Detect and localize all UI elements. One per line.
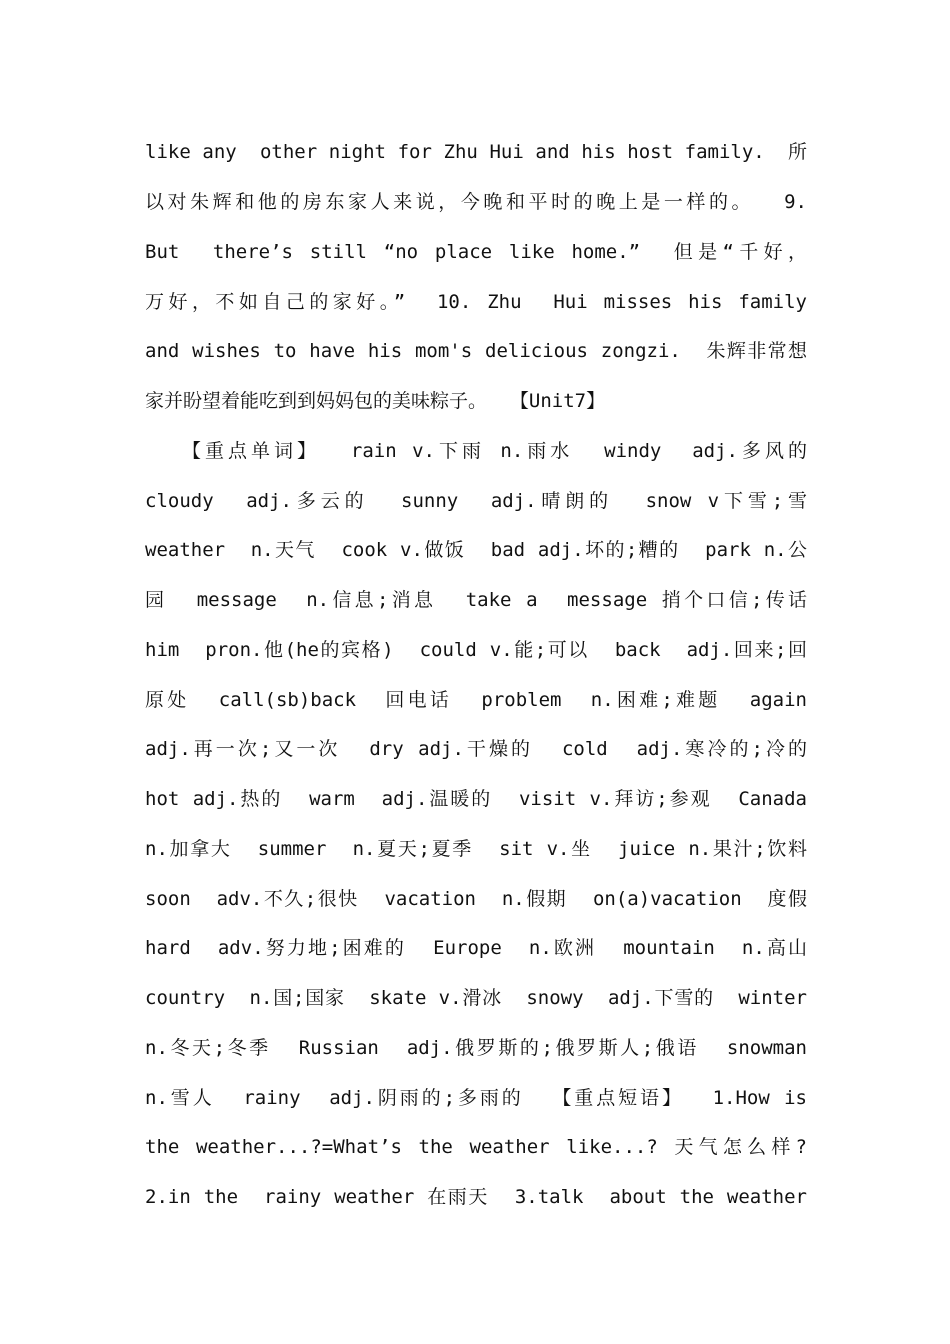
text-line-14: hot adj.热的 warm adj.温暖的 visit v.拜访;参观 Canada — [145, 788, 807, 810]
text-line-2: 以对朱辉和他的房东家人来说，今晚和平时的晚上是一样的。 9. — [145, 191, 807, 213]
text-line-20: n.雪人 rainy adj.阴雨的;多雨的 【重点短语】 1.How is — [145, 1087, 807, 1109]
text-line-7: 【重点单词】 rain v.下雨 n.雨水 windy adj.多风的 — [182, 440, 807, 462]
text-line-11: him pron.他(he的宾格) could v.能;可以 back adj.回来;回 — [145, 639, 807, 661]
text-line-16: soon adv.不久;很快 vacation n.假期 on(a)vacation 度假 — [145, 888, 807, 910]
text-line-5: and wishes to have his mom's delicious zongzi. 朱辉非常想 — [145, 340, 807, 362]
text-line-1: like any other night for Zhu Hui and his host family. 所 — [145, 141, 807, 163]
text-line-18: country n.国;国家 skate v.滑冰 snowy adj.下雪的 winter — [145, 987, 807, 1009]
text-line-12: 原处 call(sb)back 回电话 problem n.困难;难题 again — [145, 689, 807, 711]
text-line-8: cloudy adj.多云的 sunny adj.晴朗的 snow v下雪;雪 — [145, 490, 807, 512]
text-line-6: 家并盼望着能吃到到妈妈包的美味粽子。 【Unit7】 — [145, 390, 606, 412]
text-line-21: the weather...?=What’s the weather like...? 天气怎么样? — [145, 1136, 807, 1158]
text-line-3: But there’s still “no place like home.” 但是“千好， — [145, 241, 807, 263]
text-line-10: 园 message n.信息;消息 take a message 捎个口信;传话 — [145, 589, 807, 611]
text-line-15: n.加拿大 summer n.夏天;夏季 sit v.坐 juice n.果汁;饮料 — [145, 838, 807, 860]
text-line-22: 2.in the rainy weather 在雨天 3.talk about the weather — [145, 1186, 807, 1208]
text-line-4: 万好，不如自己的家好。” 10. Zhu Hui misses his family — [145, 291, 807, 313]
text-line-17: hard adv.努力地;困难的 Europe n.欧洲 mountain n.高山 — [145, 937, 807, 959]
text-line-9: weather n.天气 cook v.做饭 bad adj.坏的;糟的 park n.公 — [145, 539, 807, 561]
text-line-13: adj.再一次;又一次 dry adj.干燥的 cold adj.寒冷的;冷的 — [145, 738, 807, 760]
text-line-19: n.冬天;冬季 Russian adj.俄罗斯的;俄罗斯人;俄语 snowman — [145, 1037, 807, 1059]
